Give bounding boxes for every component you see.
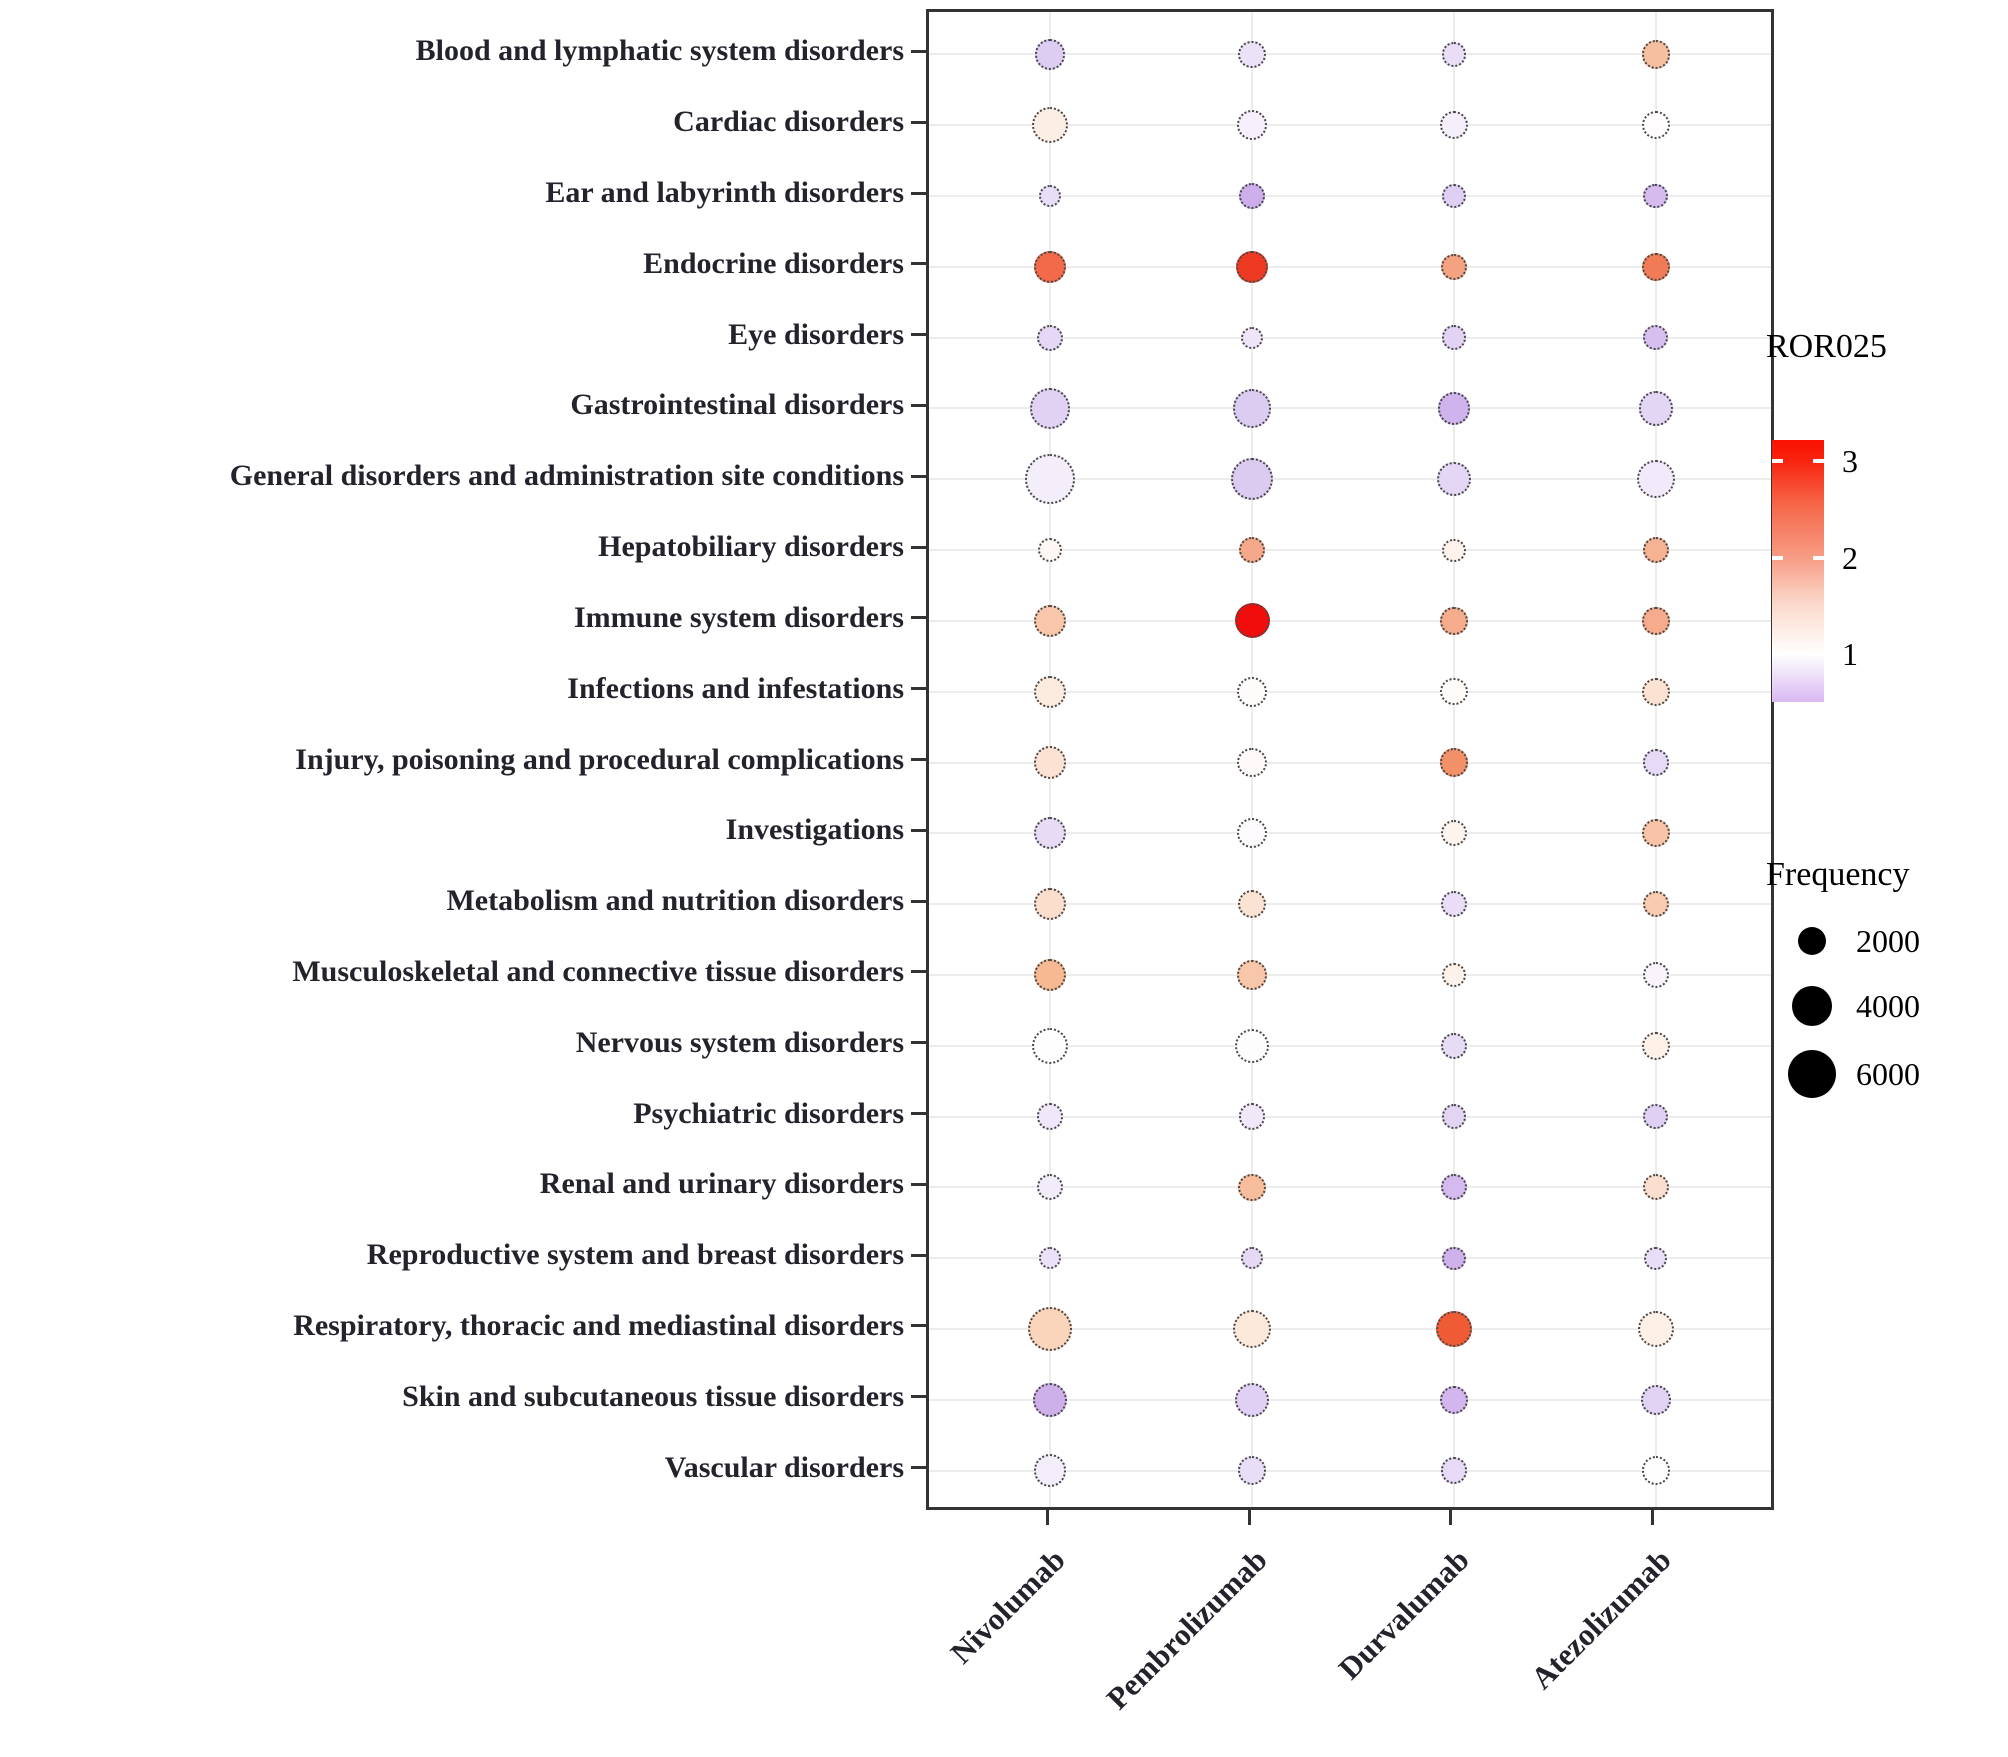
x-axis-tick: [1651, 1510, 1654, 1525]
bubble-nivolumab-row12: [1034, 817, 1066, 849]
bubble-durvalumab-row1: [1442, 42, 1466, 66]
y-axis-tick: [911, 1324, 926, 1327]
x-axis-tick: [1046, 1510, 1049, 1525]
y-axis-tick: [911, 262, 926, 265]
bubble-nivolumab-row19: [1028, 1307, 1072, 1351]
bubble-durvalumab-row15: [1441, 1033, 1467, 1059]
bubble-pembrolizumab-row17: [1238, 1174, 1265, 1201]
bubble-atezolizumab-row8: [1643, 537, 1669, 563]
bubble-atezolizumab-row13: [1643, 891, 1669, 917]
bubble-nivolumab-row10: [1034, 676, 1066, 708]
frequency-legend-label: 4000: [1856, 988, 1920, 1024]
bubble-pembrolizumab-row18: [1241, 1247, 1263, 1269]
x-axis-tick: [1248, 1510, 1251, 1525]
bubble-pembrolizumab-row8: [1239, 537, 1265, 563]
bubble-pembrolizumab-row2: [1237, 110, 1267, 140]
bubble-atezolizumab-row20: [1641, 1385, 1671, 1415]
bubble-pembrolizumab-row11: [1237, 748, 1266, 777]
bubble-atezolizumab-row6: [1639, 391, 1673, 425]
bubble-nivolumab-row15: [1032, 1028, 1068, 1064]
plot-panel: [926, 9, 1774, 1510]
y-axis-label: Musculoskeletal and connective tissue disorders: [292, 954, 904, 988]
bubble-pembrolizumab-row10: [1237, 677, 1267, 707]
bubble-nivolumab-row16: [1037, 1103, 1063, 1129]
y-axis-label: Reproductive system and breast disorders: [366, 1238, 904, 1272]
x-axis-label: Pembrolizumab: [1099, 1542, 1274, 1717]
colorbar-tick-label: 1: [1842, 635, 1858, 672]
y-axis-tick: [911, 546, 926, 549]
bubble-pembrolizumab-row4: [1236, 251, 1269, 284]
bubble-pembrolizumab-row19: [1233, 1310, 1271, 1348]
colorbar-tick: [1813, 652, 1824, 656]
y-axis-tick: [911, 616, 926, 619]
y-axis-label: Hepatobiliary disorders: [598, 530, 904, 564]
colorbar-tick-label: 2: [1842, 539, 1858, 576]
y-axis-tick: [911, 758, 926, 761]
bubble-atezolizumab-row12: [1642, 819, 1670, 847]
y-axis-label: Investigations: [725, 813, 904, 847]
bubble-pembrolizumab-row9: [1235, 603, 1270, 638]
bubble-durvalumab-row16: [1442, 1104, 1467, 1129]
bubble-durvalumab-row9: [1440, 607, 1467, 634]
y-axis-label: Nervous system disorders: [575, 1025, 904, 1059]
bubble-pembrolizumab-row16: [1239, 1103, 1265, 1129]
bubble-durvalumab-row20: [1440, 1386, 1468, 1414]
y-axis-tick: [911, 1395, 926, 1398]
y-axis-label: Infections and infestations: [567, 671, 904, 705]
bubble-durvalumab-row13: [1441, 891, 1467, 917]
bubble-atezolizumab-row19: [1638, 1311, 1674, 1347]
frequency-legend-dot: [1788, 1050, 1837, 1099]
y-axis-label: Injury, poisoning and procedural complications: [295, 742, 904, 776]
y-axis-label: Renal and urinary disorders: [539, 1167, 904, 1201]
bubble-nivolumab-row6: [1030, 388, 1070, 428]
y-axis-tick: [911, 50, 926, 53]
y-axis-tick: [911, 192, 926, 195]
y-axis-tick: [911, 1112, 926, 1115]
y-axis-tick: [911, 687, 926, 690]
y-axis-tick: [911, 1183, 926, 1186]
bubble-durvalumab-row11: [1440, 748, 1468, 776]
frequency-legend-label: 2000: [1856, 923, 1920, 959]
y-axis-label: Eye disorders: [728, 317, 904, 351]
bubble-nivolumab-row18: [1039, 1247, 1061, 1269]
bubble-atezolizumab-row7: [1637, 460, 1675, 498]
bubble-atezolizumab-row11: [1643, 749, 1669, 775]
bubble-atezolizumab-row10: [1642, 678, 1670, 706]
bubble-pembrolizumab-row13: [1238, 890, 1266, 918]
bubble-nivolumab-row14: [1034, 959, 1066, 991]
bubble-atezolizumab-row2: [1642, 111, 1670, 139]
x-axis-tick: [1449, 1510, 1452, 1525]
bubble-durvalumab-row3: [1442, 184, 1467, 209]
y-axis-label: Gastrointestinal disorders: [570, 388, 904, 422]
frequency-legend-dot: [1792, 986, 1832, 1026]
colorbar-tick: [1813, 459, 1824, 463]
bubble-pembrolizumab-row5: [1241, 327, 1263, 349]
y-axis-label: Metabolism and nutrition disorders: [446, 884, 904, 918]
colorbar-gradient: [1772, 440, 1824, 702]
bubble-nivolumab-row5: [1037, 325, 1063, 351]
y-axis-tick: [911, 829, 926, 832]
bubble-durvalumab-row6: [1438, 392, 1470, 424]
bubble-durvalumab-row4: [1441, 254, 1467, 280]
bubble-atezolizumab-row1: [1642, 40, 1670, 68]
bubble-pembrolizumab-row7: [1231, 458, 1273, 500]
bubble-durvalumab-row5: [1442, 325, 1467, 350]
colorbar-tick: [1772, 459, 1783, 463]
y-axis-label: Immune system disorders: [574, 600, 904, 634]
bubble-atezolizumab-row18: [1644, 1247, 1667, 1270]
y-axis-label: Ear and labyrinth disorders: [545, 176, 904, 210]
y-axis-label: Skin and subcutaneous tissue disorders: [402, 1379, 904, 1413]
y-axis-tick: [911, 475, 926, 478]
bubble-durvalumab-row12: [1441, 820, 1467, 846]
bubble-nivolumab-row20: [1033, 1383, 1067, 1417]
bubble-durvalumab-row14: [1442, 963, 1466, 987]
bubble-pembrolizumab-row3: [1239, 183, 1265, 209]
bubble-atezolizumab-row3: [1643, 184, 1668, 209]
bubble-durvalumab-row7: [1437, 462, 1471, 496]
bubble-pembrolizumab-row1: [1238, 41, 1265, 68]
x-axis-label: Durvalumab: [1331, 1542, 1476, 1687]
bubble-durvalumab-row8: [1442, 539, 1465, 562]
bubble-durvalumab-row17: [1441, 1174, 1467, 1200]
y-axis-tick: [911, 1254, 926, 1257]
bubble-nivolumab-row9: [1034, 605, 1066, 637]
bubble-nivolumab-row2: [1032, 107, 1068, 143]
bubble-atezolizumab-row5: [1643, 325, 1668, 350]
colorbar-tick: [1772, 556, 1783, 560]
bubble-atezolizumab-row16: [1643, 1104, 1668, 1129]
bubble-nivolumab-row1: [1035, 39, 1065, 69]
y-axis-tick: [911, 333, 926, 336]
bubble-durvalumab-row19: [1436, 1311, 1472, 1347]
y-axis-label: Cardiac disorders: [673, 105, 904, 139]
y-axis-label: Psychiatric disorders: [633, 1096, 904, 1130]
x-axis-label: Nivolumab: [943, 1542, 1072, 1671]
bubble-durvalumab-row10: [1440, 678, 1467, 705]
y-axis-label: Blood and lymphatic system disorders: [415, 34, 904, 68]
colorbar-tick-label: 3: [1842, 443, 1858, 480]
bubble-nivolumab-row17: [1037, 1174, 1063, 1200]
bubble-atezolizumab-row21: [1642, 1456, 1670, 1484]
y-axis-label: Endocrine disorders: [643, 246, 904, 280]
bubble-durvalumab-row18: [1442, 1247, 1465, 1270]
bubble-nivolumab-row7: [1025, 454, 1075, 504]
y-axis-label: Respiratory, thoracic and mediastinal disorders: [293, 1308, 904, 1342]
bubble-pembrolizumab-row6: [1233, 389, 1271, 427]
color-legend-title: ROR025: [1766, 328, 1887, 365]
bubble-durvalumab-row2: [1440, 111, 1468, 139]
colorbar-tick: [1813, 556, 1824, 560]
y-axis-tick: [911, 121, 926, 124]
bubble-atezolizumab-row4: [1642, 253, 1670, 281]
bubble-atezolizumab-row17: [1643, 1174, 1669, 1200]
y-axis-tick: [911, 970, 926, 973]
bubble-nivolumab-row21: [1034, 1454, 1066, 1486]
bubble-pembrolizumab-row21: [1238, 1456, 1266, 1484]
y-axis-label: General disorders and administration site conditions: [229, 459, 904, 493]
colorbar-tick: [1772, 652, 1783, 656]
bubble-pembrolizumab-row14: [1237, 960, 1266, 989]
bubble-atezolizumab-row14: [1643, 962, 1669, 988]
y-axis-tick: [911, 900, 926, 903]
bubble-atezolizumab-row15: [1642, 1032, 1670, 1060]
frequency-legend-dot: [1798, 927, 1826, 955]
bubble-pembrolizumab-row12: [1237, 818, 1267, 848]
y-axis-label: Vascular disorders: [664, 1450, 904, 1484]
bubble-nivolumab-row11: [1034, 746, 1066, 778]
bubble-nivolumab-row13: [1034, 888, 1066, 920]
y-axis-tick: [911, 1466, 926, 1469]
bubble-nivolumab-row4: [1034, 251, 1066, 283]
y-axis-tick: [911, 404, 926, 407]
frequency-legend-label: 6000: [1856, 1056, 1920, 1092]
y-axis-tick: [911, 1041, 926, 1044]
bubble-pembrolizumab-row20: [1235, 1383, 1269, 1417]
size-legend-title: Frequency: [1766, 856, 1910, 893]
bubble-atezolizumab-row9: [1642, 607, 1669, 634]
bubble-nivolumab-row3: [1039, 185, 1061, 207]
x-axis-label: Atezolizumab: [1523, 1542, 1678, 1696]
bubble-durvalumab-row21: [1441, 1457, 1467, 1483]
bubble-nivolumab-row8: [1038, 538, 1062, 562]
bubble-pembrolizumab-row15: [1235, 1029, 1269, 1063]
